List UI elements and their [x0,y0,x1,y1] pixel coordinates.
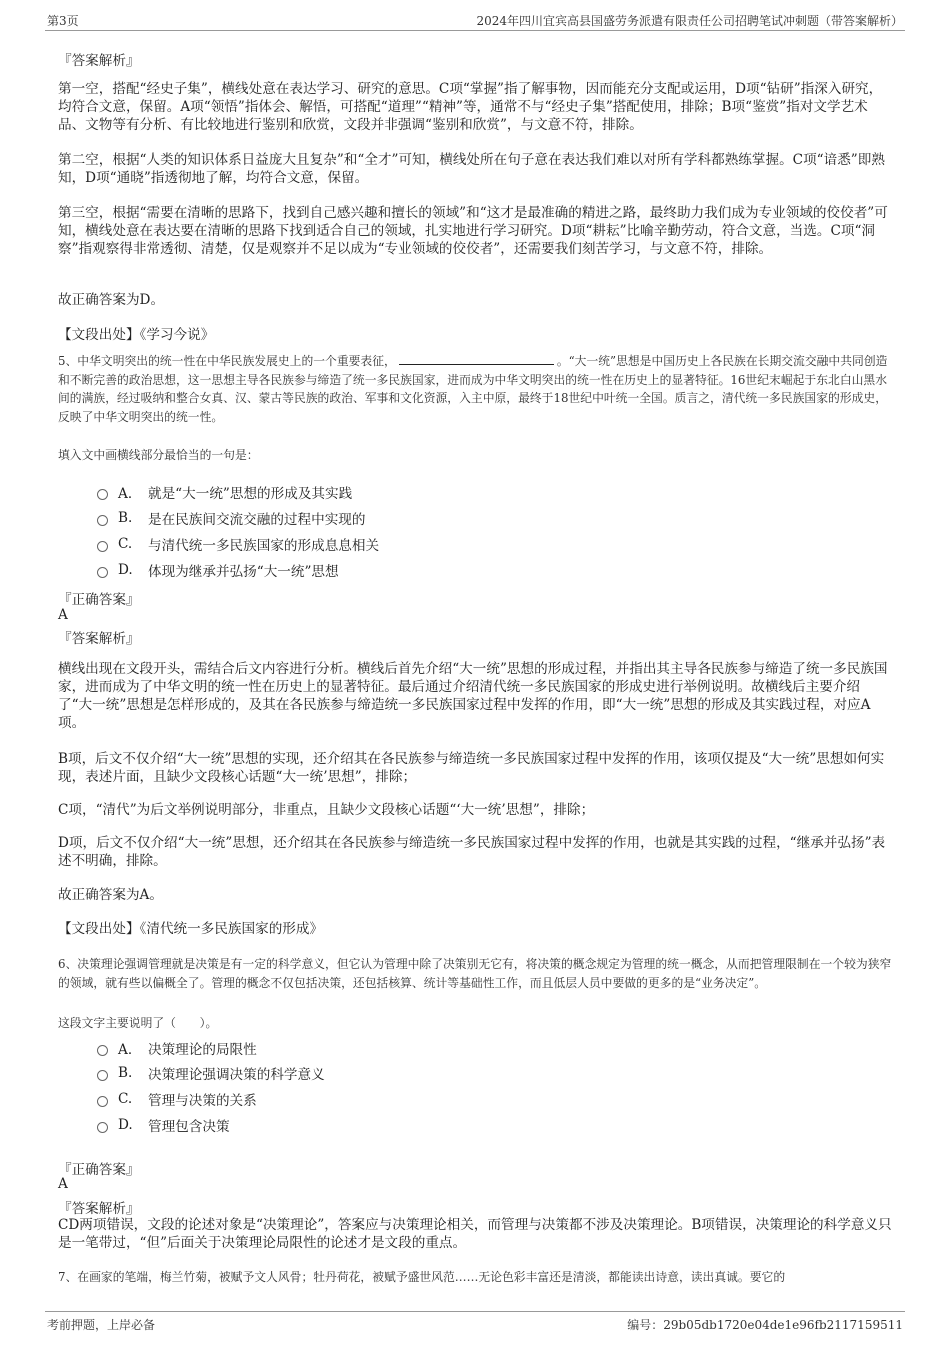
q5-option-c[interactable]: C. 与清代统一多民族国家的形成息息相关 [97,534,379,554]
radio-icon[interactable] [97,489,108,500]
radio-icon[interactable] [97,541,108,552]
q5-stem-before: 5、中华文明突出的统一性在中华民族发展史上的一个重要表征， [58,354,396,368]
page-number: 第3页 [47,14,79,28]
q5-stem-after: 。“大一统”思想是中国历史上各民族在长期交流交融中共同创造和不断完善的政治思想，这一思想主导各民族参与缔造了统一多民族国家，进而成为中华文明突出的统一性在历史上的显著特征。16世纪末崛起于东北白山黑水间的满族，经过吸纳和整合女真、汉、蒙古等民族的政治、军事和文化资源，入主中原，最终于18世纪中叶统一全国。质言之，清代统一多民族国家的形成史，反映了中华文明突出的统一性。 [58,354,888,424]
radio-icon[interactable] [97,515,108,526]
q4-analysis-para2: 第二空，根据“人类的知识体系日益庞大且复杂”和“全才”可知，横线处所在句子意在表达我们难以对所有学科都熟练掌握。C项“谙悉”即熟知，D项“通晓”指透彻地了解，均符合文意，保留。 [58,152,885,186]
footer-slogan: 考前押题，上岸必备 [47,1318,156,1332]
q4-conclusion: 故正确答案为D。 [58,292,165,308]
q4-source: 【文段出处】《学习今说》 [58,327,215,343]
q5-conclusion: 故正确答案为A。 [58,887,163,903]
q5-option-a[interactable]: A． 就是“大一统”思想的形成及其实践 [97,482,352,502]
document-id: 编号：29b05db1720e04de1e96fb2117159511 [627,1318,903,1332]
q5-blank [399,352,554,365]
q6-answer-label: 『正确答案』 [58,1162,140,1178]
q6-option-a[interactable]: A． 决策理论的局限性 [97,1038,257,1058]
q4-analysis-para3: 第三空，根据“需要在清晰的思路下，找到自己感兴趣和擅长的领域”和“这才是最准确的精进之路，最终助力我们成为专业领域的佼佼者”可知，横线处意在表达要在清晰的思路下找到适合自己的领域，扎实地进行学习研究。D项“耕耘”比喻辛勤劳动，符合文意，当选。C项“洞察”指观察得非常透彻、清楚，仅是观察并不足以成为“专业领域的佼佼者”，还需要我们刻苦学习，与文意不符，排除。 [58,205,888,257]
q6-analysis-label: 『答案解析』 [58,1201,140,1217]
document-title: 2024年四川宜宾高县国盛劳务派遣有限责任公司招聘笔试冲刺题（带答案解析） [476,14,903,28]
q4-analysis-label: 『答案解析』 [58,53,140,69]
radio-icon[interactable] [97,1122,108,1133]
page-footer [45,1311,905,1334]
radio-icon[interactable] [97,567,108,578]
q5-analysis-para2: B项，后文不仅介绍“大一统”思想的实现，还介绍其在各民族参与缔造统一多民族国家过程中发挥的作用，该项仅提及“大一统”思想如何实现，表述片面，且缺少文段核心话题“大一统’思想”，排除； [58,751,885,785]
q5-analysis-para1: 横线出现在文段开头，需结合后文内容进行分析。横线后首先介绍“大一统”思想的形成过程，并指出其主导各民族参与缔造了统一多民族国家，进而成为了中华文明的统一性在历史上的显著特征。最后通过介绍清代统一多民族国家的形成史进行举例说明。故横线后主要介绍了“大一统”思想是怎样形成的，及其在各民族参与缔造统一多民族国家过程中发挥的作用，即“大一统”思想的形成及其实践过程，对应A项。 [58,661,888,731]
q5-source: 【文段出处】《清代统一多民族国家的形成》 [58,921,324,937]
radio-icon[interactable] [97,1096,108,1107]
page-header [45,8,905,31]
q5-analysis-label: 『答案解析』 [58,631,140,647]
q5-answer-label: 『正确答案』 [58,592,140,608]
q6-option-d[interactable]: D. 管理包含决策 [97,1115,230,1135]
q5-option-b[interactable]: B. 是在民族间交流交融的过程中实现的 [97,508,366,528]
q6-stem: 6、决策理论强调管理就是决策是有一定的科学意义，但它认为管理中除了决策别无它有，将决策的概念规定为管理的统一概念，从而把管理限制在一个较为狭窄的领域，就有些以偏概全了。管理的概念不仅包括决策，还包括核算、统计等基础性工作，而且低层人员中要做的更多的是“业务决定”。 [58,957,892,990]
q6-answer: A [58,1176,68,1192]
q6-option-c[interactable]: C. 管理与决策的关系 [97,1089,257,1109]
q6-prompt: 这段文字主要说明了（ ）。 [58,1016,218,1030]
q6-option-b[interactable]: B. 决策理论强调决策的科学意义 [97,1063,325,1083]
q6-analysis-para1: CD两项错误，文段的论述对象是“决策理论”，答案应与决策理论相关，而管理与决策都不涉及决策理论。B项错误，决策理论的科学意义只是一笔带过，“但”后面关于决策理论局限性的论述才是文段的重点。 [58,1217,892,1251]
radio-icon[interactable] [97,1070,108,1081]
q5-option-d[interactable]: D. 体现为继承并弘扬“大一统”思想 [97,560,339,580]
q7-stem: 7、在画家的笔端，梅兰竹菊，被赋予文人风骨；牡丹荷花，被赋予盛世风范……无论色彩丰富还是清淡，都能读出诗意，读出真诚。要它的 [58,1270,786,1284]
q5-stem [58,352,893,426]
q4-analysis-para1: 第一空，搭配“经史子集”，横线处意在表达学习、研究的意思。C项“掌握”指了解事物，因而能充分支配或运用，D项“钻研”指深入研究，均符合文意，保留。A项“领悟”指体会、解悟，可搭配“道理”“精神”等，通常不与“经史子集”搭配使用，排除；B项“鉴赏”指对文学艺术品、文物等有分析、有比较地进行鉴别和欣赏，文段并非强调“鉴别和欣赏”，与文意不符，排除。 [58,81,883,133]
q5-prompt: 填入文中画横线部分最恰当的一句是： [58,448,259,462]
q5-answer: A [58,607,68,623]
q5-analysis-para3: C项，“清代”为后文举例说明部分，非重点，且缺少文段核心话题“‘大一统’思想”，排除； [58,802,595,818]
radio-icon[interactable] [97,1045,108,1056]
q5-analysis-para4: D项，后文不仅介绍“大一统”思想，还介绍其在各民族参与缔造统一多民族国家过程中发挥的作用，也就是其实践的过程，“继承并弘扬”表述不明确，排除。 [58,835,886,869]
